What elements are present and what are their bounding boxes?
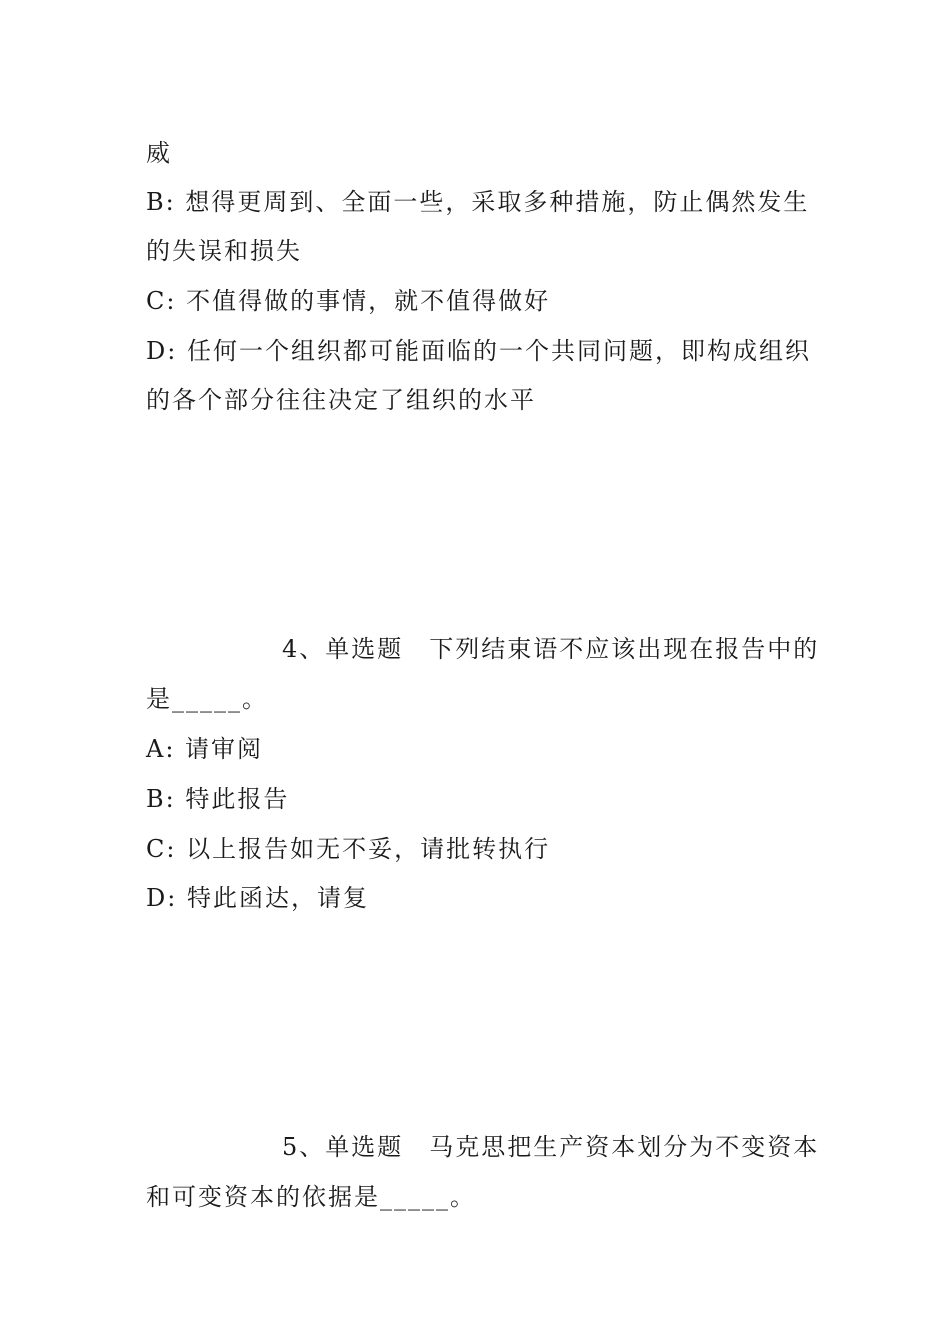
q4-option-a: A: 请审阅 bbox=[146, 735, 264, 763]
q3-stem-tail: 威 bbox=[146, 139, 172, 167]
q4-stem-line1: 4、单选题 下列结束语不应该出现在报告中的 bbox=[282, 635, 820, 663]
q3-option-d-line1: D: 任何一个组织都可能面临的一个共同问题，即构成组织 bbox=[146, 337, 811, 365]
q5-stem-line1: 5、单选题 马克思把生产资本划分为不变资本 bbox=[282, 1133, 820, 1161]
q5-stem-line2: 和可变资本的依据是_____。 bbox=[146, 1183, 476, 1211]
q4-option-d: D: 特此函达，请复 bbox=[146, 884, 369, 912]
q3-option-c: C: 不值得做的事情，就不值得做好 bbox=[146, 287, 551, 315]
q4-option-c: C: 以上报告如无不妥，请批转执行 bbox=[146, 835, 551, 863]
q3-option-b-line2: 的失误和损失 bbox=[146, 237, 302, 265]
q4-stem-line2: 是_____。 bbox=[146, 685, 268, 713]
q3-option-b-line1: B: 想得更周到、全面一些，采取多种措施，防止偶然发生 bbox=[146, 188, 810, 216]
q3-option-d-line2: 的各个部分往往决定了组织的水平 bbox=[146, 386, 536, 414]
q4-option-b: B: 特此报告 bbox=[146, 785, 290, 813]
